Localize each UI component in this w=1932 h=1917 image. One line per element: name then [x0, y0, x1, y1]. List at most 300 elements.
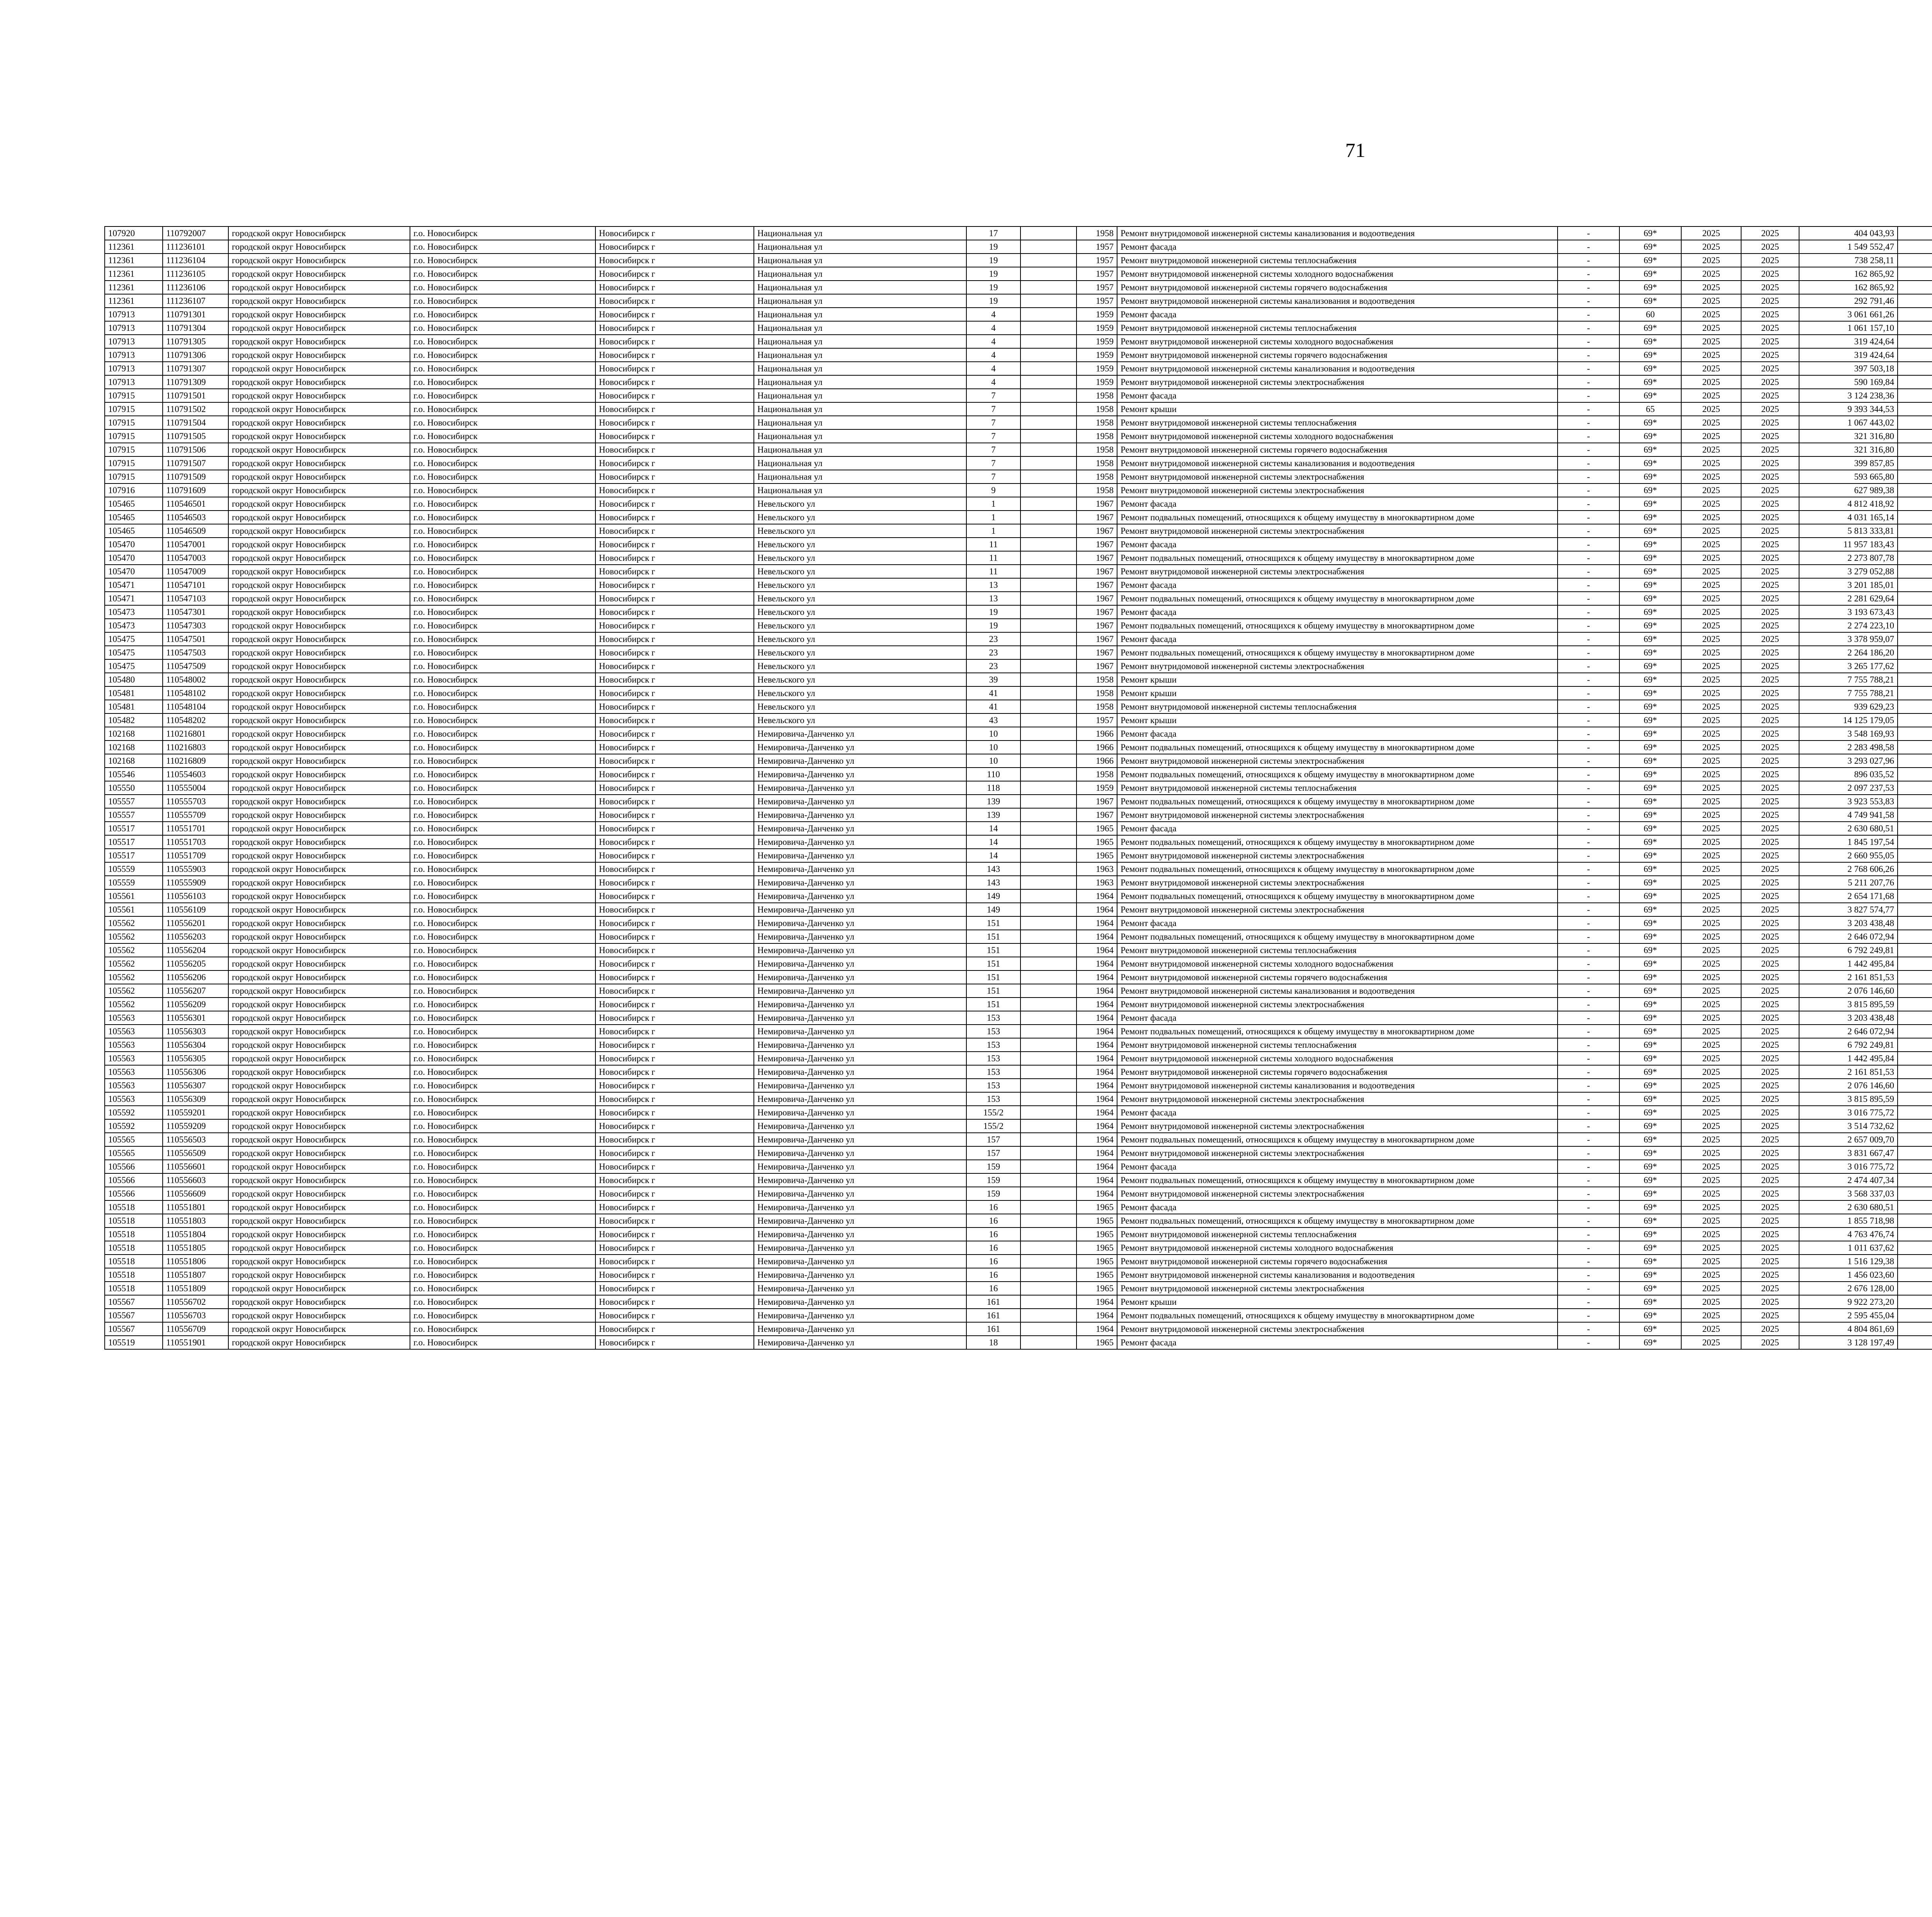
table-cell [1898, 416, 1932, 429]
table-cell: Новосибирск г [595, 240, 754, 254]
table-cell: 2025 [1681, 1241, 1741, 1255]
table-cell: Новосибирск г [595, 362, 754, 375]
table-cell: городской округ Новосибирск [228, 970, 410, 984]
table-cell: Ремонт внутридомовой инженерной системы электроснабжения [1117, 849, 1558, 862]
table-row [105, 862, 1932, 876]
table-cell: 19 [966, 254, 1020, 267]
table-row [105, 1011, 1932, 1025]
table-cell: 2025 [1681, 1322, 1741, 1336]
table-cell: г.о. Новосибирск [410, 1092, 595, 1106]
table-cell: 105566 [105, 1187, 163, 1200]
table-cell: Ремонт внутридомовой инженерной системы электроснабжения [1117, 565, 1558, 578]
table-cell [1898, 822, 1932, 835]
table-cell: Невельского ул [754, 686, 966, 700]
table-cell: г.о. Новосибирск [410, 321, 595, 335]
table-cell: 69* [1619, 903, 1681, 916]
table-cell: г.о. Новосибирск [410, 1309, 595, 1322]
table-cell [1020, 1160, 1077, 1173]
table-cell: 105470 [105, 538, 163, 551]
table-cell: 2025 [1681, 321, 1741, 335]
table-cell: Немировича-Данченко ул [754, 835, 966, 849]
table-cell: Немировича-Данченко ул [754, 741, 966, 754]
table-cell: г.о. Новосибирск [410, 443, 595, 456]
table-cell [1020, 470, 1077, 484]
table-cell: г.о. Новосибирск [410, 835, 595, 849]
table-cell [1020, 267, 1077, 281]
table-cell: 2025 [1741, 1309, 1799, 1322]
table-cell: Новосибирск г [595, 484, 754, 497]
table-cell: Новосибирск г [595, 308, 754, 321]
table-cell: Новосибирск г [595, 1146, 754, 1160]
table-cell: 7 [966, 470, 1020, 484]
table-cell: Национальная ул [754, 321, 966, 335]
table-cell [1020, 1268, 1077, 1282]
table-cell: Национальная ул [754, 308, 966, 321]
table-row [105, 1079, 1932, 1092]
table-cell: 2 281 629,64 [1799, 592, 1898, 605]
table-cell: 1957 [1077, 294, 1117, 308]
table-cell: 110556709 [163, 1322, 228, 1336]
table-cell: 2025 [1741, 835, 1799, 849]
table-cell: 2025 [1681, 1133, 1741, 1146]
table-cell: 1964 [1077, 1295, 1117, 1309]
table-row [105, 1038, 1932, 1052]
table-cell [1020, 484, 1077, 497]
table-cell: 2 097 237,53 [1799, 781, 1898, 795]
table-cell: 69* [1619, 1065, 1681, 1079]
table-cell: Невельского ул [754, 700, 966, 713]
table-cell: 110556305 [163, 1052, 228, 1065]
table-cell: 69* [1619, 889, 1681, 903]
table-cell: 110551805 [163, 1241, 228, 1255]
table-cell: Ремонт внутридомовой инженерной системы электроснабжения [1117, 1187, 1558, 1200]
table-cell: Ремонт подвальных помещений, относящихся к общему имуществу в многоквартирном доме [1117, 741, 1558, 754]
table-row [105, 646, 1932, 659]
table-cell: г.о. Новосибирск [410, 240, 595, 254]
table-cell: - [1558, 484, 1619, 497]
table-cell: городской округ Новосибирск [228, 1079, 410, 1092]
table-cell: 110547103 [163, 592, 228, 605]
table-cell [1020, 429, 1077, 443]
table-cell: Немировича-Данченко ул [754, 1295, 966, 1309]
table-cell: Ремонт внутридомовой инженерной системы горячего водоснабжения [1117, 1065, 1558, 1079]
table-cell: Национальная ул [754, 335, 966, 348]
table-cell: 2025 [1741, 1268, 1799, 1282]
table-cell: г.о. Новосибирск [410, 1011, 595, 1025]
table-cell: 4 749 941,58 [1799, 808, 1898, 822]
table-row [105, 1200, 1932, 1214]
table-cell: 2025 [1741, 456, 1799, 470]
table-cell: г.о. Новосибирск [410, 578, 595, 592]
table-cell: - [1558, 402, 1619, 416]
table-cell: 105561 [105, 889, 163, 903]
table-cell: Ремонт внутридомовой инженерной системы канализования и водоотведения [1117, 1079, 1558, 1092]
table-cell: г.о. Новосибирск [410, 849, 595, 862]
table-cell: Новосибирск г [595, 849, 754, 862]
table-cell: Новосибирск г [595, 1322, 754, 1336]
table-cell: 110556103 [163, 889, 228, 903]
table-cell: 105567 [105, 1322, 163, 1336]
table-cell: 1967 [1077, 497, 1117, 511]
table-cell: 105562 [105, 998, 163, 1011]
table-cell: Немировича-Данченко ул [754, 1119, 966, 1133]
table-cell: - [1558, 1241, 1619, 1255]
table-cell: 3 923 553,83 [1799, 795, 1898, 808]
table-cell: г.о. Новосибирск [410, 862, 595, 876]
table-cell: 2025 [1681, 484, 1741, 497]
table-cell: - [1558, 348, 1619, 362]
table-cell: городской округ Новосибирск [228, 835, 410, 849]
table-cell: 321 316,80 [1799, 443, 1898, 456]
table-cell: - [1558, 497, 1619, 511]
table-cell: 69* [1619, 565, 1681, 578]
table-row [105, 1295, 1932, 1309]
table-cell [1020, 727, 1077, 741]
table-cell: Новосибирск г [595, 1282, 754, 1295]
table-cell: Немировича-Данченко ул [754, 1038, 966, 1052]
table-cell: Ремонт фасада [1117, 1011, 1558, 1025]
table-cell: - [1558, 1282, 1619, 1295]
table-cell: Невельского ул [754, 632, 966, 646]
table-cell: 2025 [1681, 1038, 1741, 1052]
table-cell: Новосибирск г [595, 862, 754, 876]
table-cell: Ремонт внутридомовой инженерной системы холодного водоснабжения [1117, 267, 1558, 281]
table-cell: 2025 [1741, 876, 1799, 889]
table-cell: 69* [1619, 659, 1681, 673]
table-cell: - [1558, 984, 1619, 998]
table-cell: 2025 [1681, 876, 1741, 889]
table-cell: 110551806 [163, 1255, 228, 1268]
table-cell: городской округ Новосибирск [228, 524, 410, 538]
table-cell [1020, 254, 1077, 267]
table-cell: 2025 [1681, 524, 1741, 538]
table-cell: 2 076 146,60 [1799, 984, 1898, 998]
table-cell: городской округ Новосибирск [228, 1160, 410, 1173]
table-cell: 110546501 [163, 497, 228, 511]
table-cell: 2025 [1741, 822, 1799, 835]
table-cell: Национальная ул [754, 226, 966, 240]
table-cell: Новосибирск г [595, 1268, 754, 1282]
table-cell: - [1558, 443, 1619, 456]
table-cell [1898, 1268, 1932, 1282]
table-cell: 105517 [105, 835, 163, 849]
table-cell: Немировича-Данченко ул [754, 1282, 966, 1295]
table-cell [1898, 659, 1932, 673]
table-cell [1898, 1227, 1932, 1241]
table-cell: 41 [966, 686, 1020, 700]
table-cell: Немировича-Данченко ул [754, 970, 966, 984]
table-cell [1898, 1065, 1932, 1079]
table-cell: 110551701 [163, 822, 228, 835]
table-cell: 2025 [1741, 565, 1799, 578]
table-cell: 105546 [105, 768, 163, 781]
table-cell: городской округ Новосибирск [228, 1038, 410, 1052]
table-cell [1020, 551, 1077, 565]
table-cell: 112361 [105, 254, 163, 267]
table-cell: 3 016 775,72 [1799, 1106, 1898, 1119]
table-cell: Немировича-Данченко ул [754, 943, 966, 957]
table-cell: 2025 [1681, 429, 1741, 443]
table-row [105, 1160, 1932, 1173]
table-cell [1020, 943, 1077, 957]
table-cell: Новосибирск г [595, 835, 754, 849]
table-cell: 2025 [1741, 768, 1799, 781]
table-cell: г.о. Новосибирск [410, 673, 595, 686]
table-cell: Новосибирск г [595, 497, 754, 511]
table-cell [1020, 362, 1077, 375]
table-cell: 1965 [1077, 835, 1117, 849]
table-cell: 1958 [1077, 443, 1117, 456]
table-cell: Невельского ул [754, 592, 966, 605]
table-cell [1898, 443, 1932, 456]
table-cell: г.о. Новосибирск [410, 632, 595, 646]
table-row [105, 578, 1932, 592]
table-cell: Немировича-Данченко ул [754, 795, 966, 808]
table-cell: 105562 [105, 984, 163, 998]
table-row [105, 1025, 1932, 1038]
table-row [105, 619, 1932, 632]
table-row [105, 632, 1932, 646]
table-cell: 5 211 207,76 [1799, 876, 1898, 889]
table-cell: городской округ Новосибирск [228, 565, 410, 578]
table-cell: городской округ Новосибирск [228, 889, 410, 903]
table-cell [1898, 592, 1932, 605]
table-cell [1020, 1079, 1077, 1092]
table-cell: 69* [1619, 835, 1681, 849]
table-cell: городской округ Новосибирск [228, 943, 410, 957]
table-cell [1898, 321, 1932, 335]
table-row [105, 456, 1932, 470]
table-cell: г.о. Новосибирск [410, 429, 595, 443]
table-cell: городской округ Новосибирск [228, 443, 410, 456]
table-cell: городской округ Новосибирск [228, 1295, 410, 1309]
table-row [105, 470, 1932, 484]
table-cell: 143 [966, 862, 1020, 876]
table-cell: - [1558, 943, 1619, 957]
table-cell: Немировича-Данченко ул [754, 768, 966, 781]
table-cell: 1958 [1077, 470, 1117, 484]
table-cell: г.о. Новосибирск [410, 903, 595, 916]
table-cell: 1967 [1077, 551, 1117, 565]
table-cell: 2025 [1741, 1214, 1799, 1227]
table-cell: 2025 [1681, 497, 1741, 511]
table-cell: 1958 [1077, 686, 1117, 700]
table-cell: городской округ Новосибирск [228, 1214, 410, 1227]
table-cell [1020, 1119, 1077, 1133]
table-cell: 2025 [1681, 619, 1741, 632]
table-cell: Новосибирск г [595, 1106, 754, 1119]
table-cell: 2025 [1681, 700, 1741, 713]
table-row [105, 1255, 1932, 1268]
table-row [105, 1173, 1932, 1187]
table-cell: 105563 [105, 1092, 163, 1106]
table-cell: г.о. Новосибирск [410, 402, 595, 416]
table-cell: 110555703 [163, 795, 228, 808]
table-cell [1020, 970, 1077, 984]
table-cell: 2 630 680,51 [1799, 1200, 1898, 1214]
table-cell: г.о. Новосибирск [410, 1065, 595, 1079]
table-cell: - [1558, 1295, 1619, 1309]
table-cell: 69* [1619, 808, 1681, 822]
table-cell: 2025 [1681, 1052, 1741, 1065]
table-cell: Новосибирск г [595, 1065, 754, 1079]
table-cell: 2025 [1741, 849, 1799, 862]
table-cell: - [1558, 1106, 1619, 1119]
table-cell: - [1558, 619, 1619, 632]
table-cell: 110791309 [163, 375, 228, 389]
table-cell: 110551801 [163, 1200, 228, 1214]
table-cell: 110555004 [163, 781, 228, 795]
table-cell: 2025 [1681, 551, 1741, 565]
table-cell: 1959 [1077, 308, 1117, 321]
table-cell: 110555909 [163, 876, 228, 889]
table-cell [1020, 822, 1077, 835]
table-cell: 2025 [1741, 592, 1799, 605]
table-cell: - [1558, 1025, 1619, 1038]
table-cell: г.о. Новосибирск [410, 713, 595, 727]
table-cell [1898, 795, 1932, 808]
table-cell: 1 845 197,54 [1799, 835, 1898, 849]
table-cell: 2025 [1741, 619, 1799, 632]
table-cell: Ремонт фасада [1117, 822, 1558, 835]
table-row [105, 375, 1932, 389]
table-cell [1020, 646, 1077, 659]
table-row [105, 1052, 1932, 1065]
table-cell: г.о. Новосибирск [410, 524, 595, 538]
table-cell: 153 [966, 1065, 1020, 1079]
table-cell [1898, 998, 1932, 1011]
table-cell: Ремонт внутридомовой инженерной системы электроснабжения [1117, 1322, 1558, 1336]
table-cell: 2 595 455,04 [1799, 1309, 1898, 1322]
table-cell: 17 [966, 226, 1020, 240]
table-cell: 1958 [1077, 768, 1117, 781]
table-cell: Новосибирск г [595, 659, 754, 673]
table-cell: 1964 [1077, 1173, 1117, 1187]
table-cell: Новосибирск г [595, 970, 754, 984]
table-cell: Ремонт фасада [1117, 538, 1558, 551]
table-cell: 2025 [1741, 497, 1799, 511]
table-cell: 19 [966, 240, 1020, 254]
table-cell [1020, 984, 1077, 998]
table-row [105, 1092, 1932, 1106]
table-cell: - [1558, 1255, 1619, 1268]
table-cell: городской округ Новосибирск [228, 1025, 410, 1038]
table-cell: 2025 [1741, 1025, 1799, 1038]
table-cell: 738 258,11 [1799, 254, 1898, 267]
table-cell: 112361 [105, 294, 163, 308]
table-cell: 157 [966, 1146, 1020, 1160]
table-cell: 2025 [1681, 416, 1741, 429]
table-cell: 2 646 072,94 [1799, 1025, 1898, 1038]
table-cell: Немировича-Данченко ул [754, 903, 966, 916]
table-cell: 69* [1619, 862, 1681, 876]
table-cell: 1967 [1077, 808, 1117, 822]
table-cell: 151 [966, 957, 1020, 970]
table-cell: 2025 [1741, 1295, 1799, 1309]
table-cell [1898, 281, 1932, 294]
table-cell: 1967 [1077, 605, 1117, 619]
table-cell: 2025 [1681, 402, 1741, 416]
table-cell: - [1558, 294, 1619, 308]
table-cell: 2025 [1681, 1187, 1741, 1200]
table-cell [1898, 240, 1932, 254]
table-cell: Немировича-Данченко ул [754, 1160, 966, 1173]
table-cell: 69* [1619, 619, 1681, 632]
table-row [105, 659, 1932, 673]
table-cell: 105563 [105, 1065, 163, 1079]
table-cell: 111236101 [163, 240, 228, 254]
table-cell: Ремонт внутридомовой инженерной системы электроснабжения [1117, 659, 1558, 673]
table-cell: 69* [1619, 1200, 1681, 1214]
table-cell: - [1558, 768, 1619, 781]
table-cell: Немировича-Данченко ул [754, 1079, 966, 1092]
table-cell [1020, 1173, 1077, 1187]
table-cell: Невельского ул [754, 511, 966, 524]
table-cell: 1964 [1077, 1052, 1117, 1065]
table-cell: 1958 [1077, 389, 1117, 402]
table-row [105, 267, 1932, 281]
table-row [105, 524, 1932, 538]
table-cell: 2025 [1681, 795, 1741, 808]
table-row [105, 389, 1932, 402]
table-cell: 2025 [1681, 511, 1741, 524]
table-cell: городской округ Новосибирск [228, 348, 410, 362]
table-cell: 153 [966, 1025, 1020, 1038]
table-cell: 2025 [1681, 835, 1741, 849]
table-row [105, 281, 1932, 294]
table-cell: - [1558, 916, 1619, 930]
table-cell: 2025 [1741, 1173, 1799, 1187]
table-cell: г.о. Новосибирск [410, 930, 595, 943]
table-cell: 1965 [1077, 1200, 1117, 1214]
table-cell: 105475 [105, 659, 163, 673]
table-cell: - [1558, 240, 1619, 254]
table-cell [1898, 727, 1932, 741]
table-cell: 105465 [105, 524, 163, 538]
table-cell: Новосибирск г [595, 1052, 754, 1065]
table-cell: Ремонт фасада [1117, 1106, 1558, 1119]
table-cell: 2025 [1741, 862, 1799, 876]
table-cell: 2025 [1741, 686, 1799, 700]
table-cell [1898, 254, 1932, 267]
table-cell: 151 [966, 984, 1020, 998]
table-cell [1898, 1092, 1932, 1106]
table-cell: Немировича-Данченко ул [754, 849, 966, 862]
table-cell: - [1558, 876, 1619, 889]
table-cell: Новосибирск г [595, 619, 754, 632]
table-cell: 69* [1619, 1282, 1681, 1295]
table-cell [1020, 835, 1077, 849]
table-cell: 69* [1619, 795, 1681, 808]
table-row [105, 402, 1932, 416]
table-cell [1898, 1119, 1932, 1133]
table-cell: 69* [1619, 998, 1681, 1011]
table-row [105, 497, 1932, 511]
table-cell: 2025 [1741, 1133, 1799, 1146]
table-cell: г.о. Новосибирск [410, 416, 595, 429]
table-row [105, 308, 1932, 321]
table-cell: 2025 [1681, 1160, 1741, 1173]
table-cell [1020, 795, 1077, 808]
table-cell: Новосибирск г [595, 1160, 754, 1173]
table-cell: Национальная ул [754, 484, 966, 497]
table-cell: Немировича-Данченко ул [754, 862, 966, 876]
table-cell [1898, 511, 1932, 524]
table-cell: 69* [1619, 1025, 1681, 1038]
table-cell: 153 [966, 1079, 1020, 1092]
table-cell: 2025 [1741, 1160, 1799, 1173]
table-cell: 105561 [105, 903, 163, 916]
